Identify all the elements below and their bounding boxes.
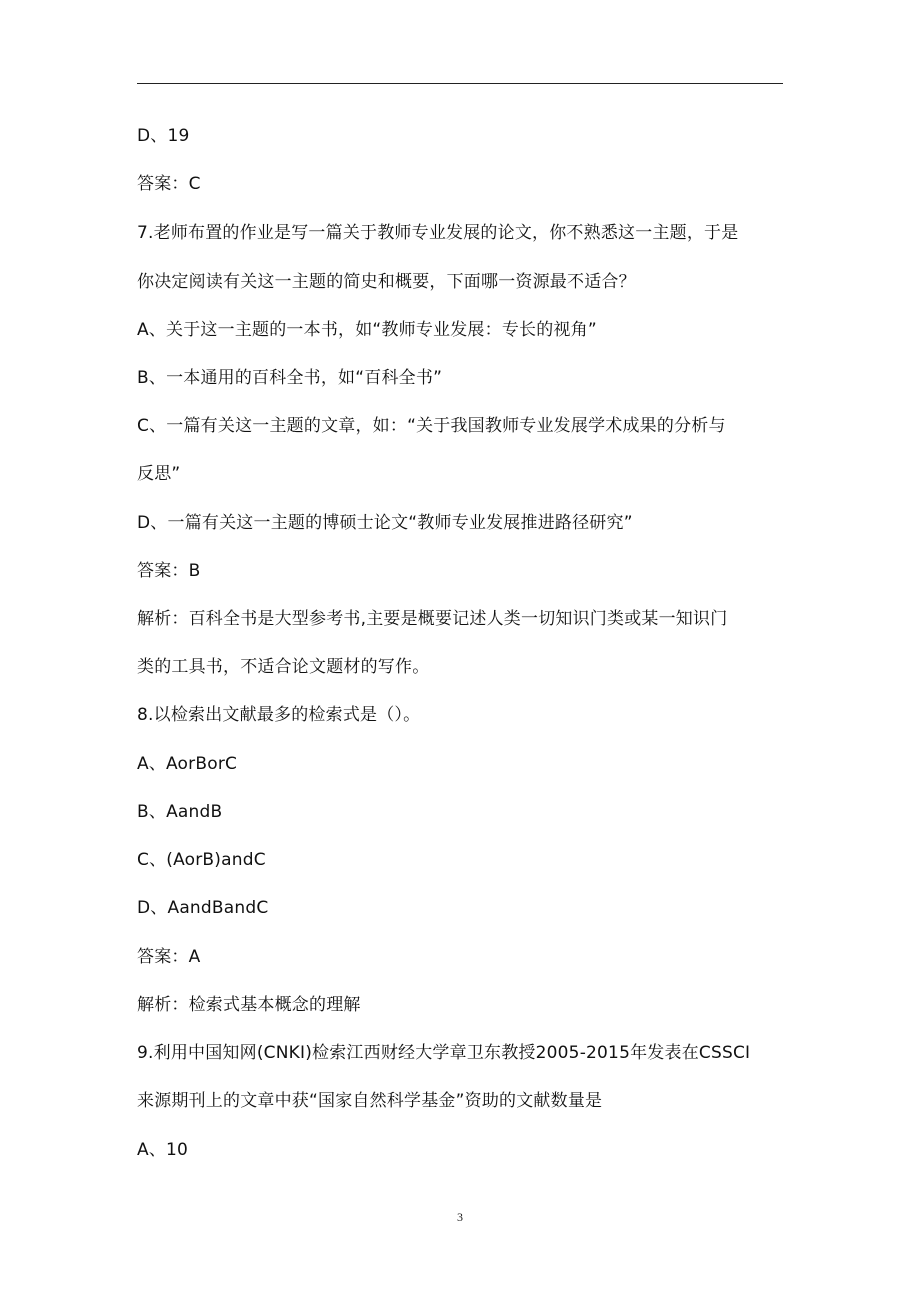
option-c-q7-line-2: 反思”: [137, 464, 181, 484]
header-rule: [137, 83, 783, 84]
option-d-q7: D、一篇有关这一主题的博硕士论文“教师专业发展推进路径研究”: [137, 513, 633, 533]
question-8: 8.以检索出文献最多的检索式是（）。: [137, 705, 421, 725]
answer-q8: 答案：A: [137, 947, 201, 967]
page-number: 3: [457, 1210, 463, 1224]
option-a-q8: A、AorBorC: [137, 754, 238, 774]
option-b-q8: B、AandB: [137, 802, 223, 822]
option-a-q7: A、关于这一主题的一本书，如“教师专业发展：专长的视角”: [137, 320, 597, 340]
explanation-q7-line-1: 解析：百科全书是大型参考书,主要是概要记述人类一切知识门类或某一知识门: [137, 609, 728, 629]
option-c-q8: C、(AorB)andC: [137, 850, 266, 870]
explanation-q8: 解析：检索式基本概念的理解: [137, 995, 361, 1015]
option-c-q7-line-1: C、一篇有关这一主题的文章，如：“关于我国教师专业发展学术成果的分析与: [137, 416, 726, 436]
explanation-q7-line-2: 类的工具书，不适合论文题材的写作。: [137, 657, 430, 677]
answer-q7: 答案：B: [137, 561, 201, 581]
question-9-line-1: 9.利用中国知网(CNKI)检索江西财经大学章卫东教授2005-2015年发表在CSSCI: [137, 1043, 751, 1063]
option-b-q7: B、一本通用的百科全书，如“百科全书”: [137, 368, 443, 388]
answer-q6: 答案：C: [137, 174, 201, 194]
option-d-q6: D、19: [137, 126, 190, 146]
option-d-q8: D、AandBandC: [137, 898, 269, 918]
question-7-line-1: 7.老师布置的作业是写一篇关于教师专业发展的论文，你不熟悉这一主题，于是: [137, 223, 739, 243]
question-7-line-2: 你决定阅读有关这一主题的简史和概要，下面哪一资源最不适合？: [137, 272, 636, 292]
question-9-line-2: 来源期刊上的文章中获“国家自然科学基金”资助的文献数量是: [137, 1091, 603, 1111]
option-a-q9: A、10: [137, 1140, 189, 1160]
